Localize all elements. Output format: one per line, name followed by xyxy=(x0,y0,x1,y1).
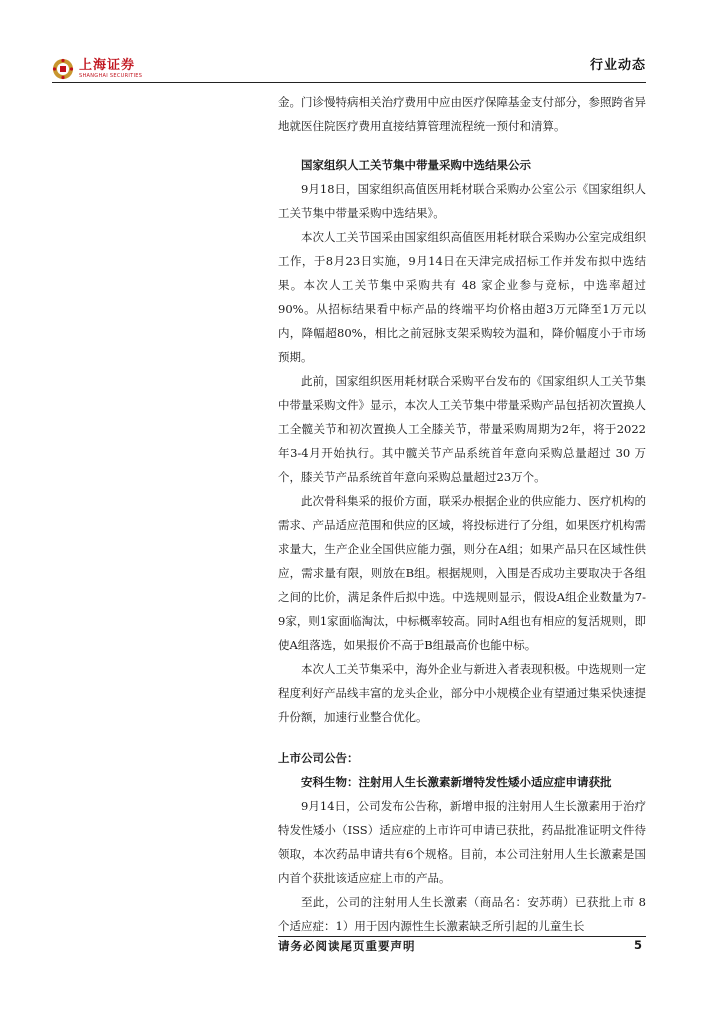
company-logo xyxy=(52,56,142,82)
report-section-title: 行业动态 xyxy=(589,58,646,73)
paragraph-6: 9月14日，公司发布公告称，新增申报的注射用人生长激素用于治疗特发性矮小（ISS）适应症的上市许可申请已获批，药品批准证明文件待领取，本次药品申请共有6个规格。目前，本公司注射用人生长激素是国内首个获批该适应症上市的产品。 xyxy=(278,799,646,885)
header-divider xyxy=(52,82,646,83)
paragraph-2: 本次人工关节国采由国家组织高值医用耗材联合采购办公室完成组织工作，于8月23日实施，9月14日在天津完成招标工作并发布拟中选结果。本次人工关节集中采购共有 48 家企业参与竞标，中选率超过90%。从招标结果看中标产品的终端平均价格由超3万元降至1万元以内，降幅超80%，相比之前冠脉支架采购较为温和，降价幅度小于市场预期。 xyxy=(278,230,646,364)
paragraph-4: 此次骨科集采的报价方面，联采办根据企业的供应能力、医疗机构的需求、产品适应范围和供应的区域，将投标进行了分组，如果医疗机构需求量大，生产企业全国供应能力强，则分在A组；如果产品只在区域性供应，需求量有限，则放在B组。根据规则，入围是否成功主要取决于各组之间的比价，满足条件后拟中选。中选规则显示，假设A组企业数量为7-9家，则1家面临淘汰，中标概率较高。同时A组也有相应的复活规则，即使A组落选，如果报价不高于B组最高价也能中标。 xyxy=(278,494,646,652)
paragraph-1: 9月18日，国家组织高值医用耗材联合采购办公室公示《国家组织人工关节集中带量采购中选结果》。 xyxy=(278,182,646,220)
paragraph-7: 至此，公司的注射用人生长激素（商品名：安苏萌）已获批上市 8 个适应症：1）用于因内源性生长激素缺乏所引起的儿童生长 xyxy=(278,895,646,933)
logo-chinese-name: 上海证券 xyxy=(79,58,136,73)
section-heading-company-announcements: 上市公司公告： xyxy=(278,751,359,765)
report-body xyxy=(278,90,646,938)
page-number: 5 xyxy=(633,938,642,952)
logo-emblem-icon xyxy=(52,58,74,80)
subheading-anke-bio: 安科生物：注射用人生长激素新增特发性矮小适应症申请获批 xyxy=(301,775,612,789)
logo-english-name: SHANGHAI SECURITIES xyxy=(79,73,143,79)
footer-divider xyxy=(278,936,646,937)
continued-paragraph: 金。门诊慢特病相关治疗费用中应由医疗保障基金支付部分，参照跨省异地就医住院医疗费用直接结算管理流程统一预付和清算。 xyxy=(278,95,646,133)
paragraph-3: 此前，国家组织医用耗材联合采购平台发布的《国家组织人工关节集中带量采购文件》显示，本次人工关节集中带量采购产品包括初次置换人工全髋关节和初次置换人工全膝关节，带量采购周期为2年，将于2022年3-4月开始执行。其中髋关节产品系统首年意向采购总量超过 30 万个，膝关节产品系统首年意向采购总量超过23万个。 xyxy=(278,374,646,484)
disclaimer-notice: 请务必阅读尾页重要声明 xyxy=(278,939,416,953)
paragraph-5: 本次人工关节集采中，海外企业与新进入者表现积极。中选规则一定程度利好产品线丰富的龙头企业，部分中小规模企业有望通过集采快速提升份额，加速行业整合优化。 xyxy=(278,662,646,724)
page-header xyxy=(52,50,646,84)
section-heading-joint-procurement: 国家组织人工关节集中带量采购中选结果公示 xyxy=(301,158,531,172)
